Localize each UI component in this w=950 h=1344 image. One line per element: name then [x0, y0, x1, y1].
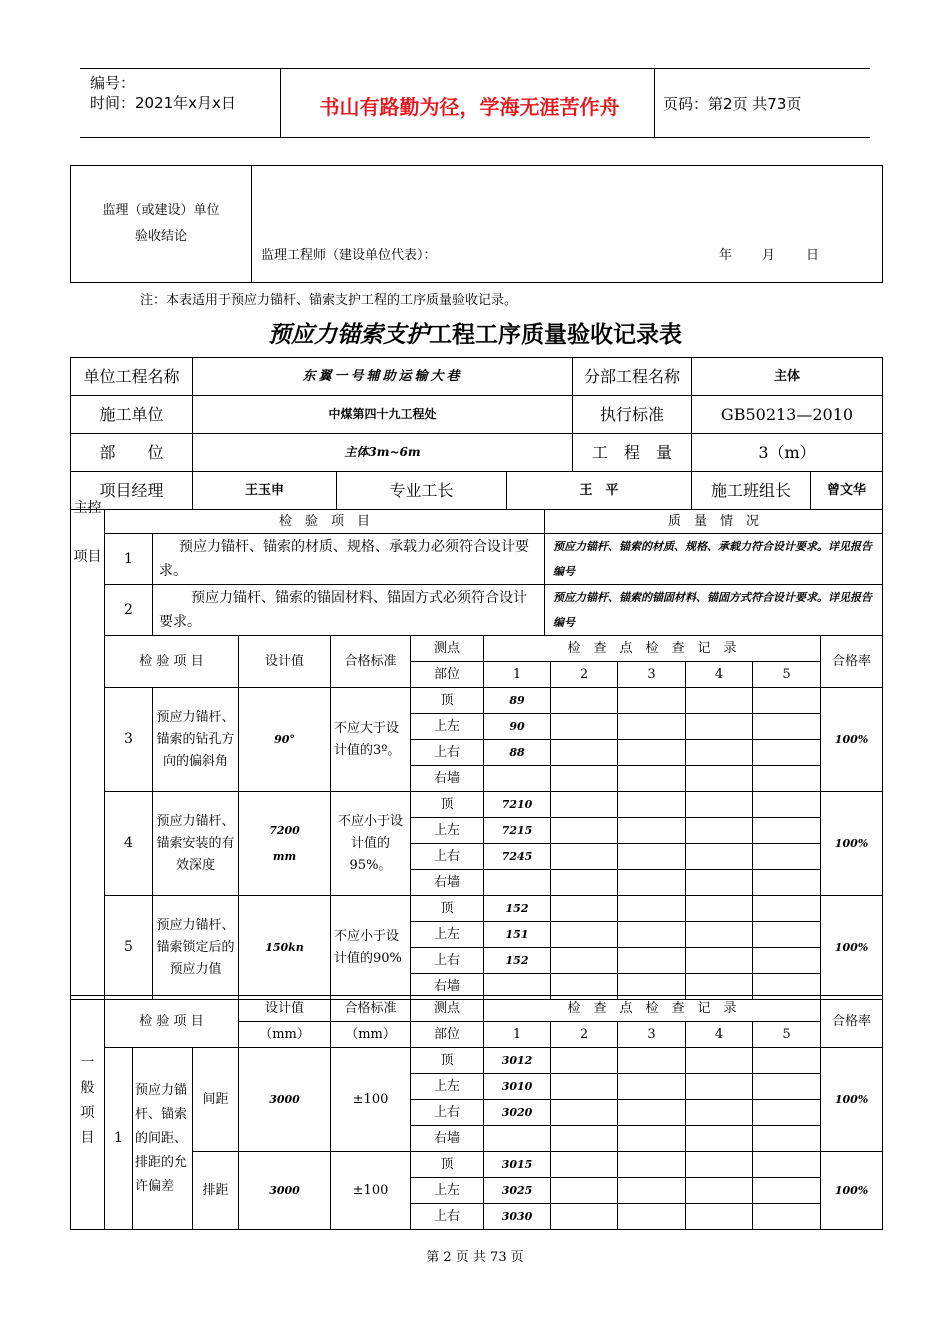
record-cell[interactable]	[618, 1204, 686, 1230]
record-col-header: 4	[686, 662, 753, 688]
supervision-conclusion[interactable]	[252, 166, 883, 283]
record-cell[interactable]	[753, 766, 821, 792]
record-cell[interactable]	[551, 714, 618, 740]
point-label: 右墙	[411, 870, 484, 896]
record-cell[interactable]	[551, 688, 618, 714]
quantity-value: 3（m）	[692, 434, 883, 472]
point-label: 上左	[411, 922, 484, 948]
point-label: 上右	[411, 948, 484, 974]
pass-rate-value: 100%	[821, 688, 883, 792]
record-value[interactable]	[484, 766, 551, 792]
pass-rate-value: 100%	[821, 896, 883, 1000]
unit-project-label: 单位工程名称	[71, 358, 193, 396]
record-cell[interactable]	[618, 1178, 686, 1204]
record-cell[interactable]	[753, 870, 821, 896]
point-header: 测点	[411, 636, 484, 662]
record-col-header: 1	[484, 662, 551, 688]
record-cell[interactable]	[753, 896, 821, 922]
team-leader-value: 曾文华	[811, 472, 883, 510]
quality-header: 质 量 情 况	[545, 510, 883, 534]
page-footer: 第 2 页 共 73 页	[426, 1250, 524, 1265]
item-text: 预应力锚杆、锚索的材质、规格、承载力必须符合设计要求。	[153, 534, 545, 585]
general-point-header: 测点	[411, 996, 484, 1022]
record-header: 检 查 点 检 查 记 录	[484, 636, 821, 662]
supervision-unit-label	[71, 166, 252, 283]
record-value[interactable]: 3010	[484, 1074, 551, 1100]
record-cell[interactable]	[618, 818, 686, 844]
record-cell[interactable]	[618, 740, 686, 766]
record-cell[interactable]	[686, 818, 753, 844]
point-label: 上左	[411, 818, 484, 844]
general-design-unit: （mm）	[239, 1022, 331, 1048]
record-cell[interactable]	[753, 948, 821, 974]
record-col-header: 1	[484, 1022, 551, 1048]
record-cell[interactable]	[753, 1100, 821, 1126]
point-label: 右墙	[411, 1126, 484, 1152]
point-label: 上右	[411, 844, 484, 870]
supervision-label-line: 验收结论	[134, 229, 187, 244]
record-cell[interactable]	[551, 1048, 618, 1074]
record-value[interactable]: 89	[484, 688, 551, 714]
manager-label: 项目经理	[71, 472, 193, 510]
general-sub-item: 排距	[193, 1152, 239, 1230]
record-col-header: 4	[686, 1022, 753, 1048]
general-point-header: 部位	[411, 1022, 484, 1048]
quantity-label: 工 程 量	[573, 434, 692, 472]
record-cell[interactable]	[618, 844, 686, 870]
record-cell[interactable]	[686, 922, 753, 948]
part-value: 主体3m~6m	[193, 434, 573, 472]
record-cell[interactable]	[753, 1048, 821, 1074]
item-text: 预应力锚杆、锚索安装的有效深度	[153, 792, 239, 896]
record-value[interactable]: 7210	[484, 792, 551, 818]
record-value[interactable]: 88	[484, 740, 551, 766]
point-label: 顶	[411, 1048, 484, 1074]
record-cell[interactable]	[686, 1204, 753, 1230]
design-value: 7200 mm	[239, 792, 331, 896]
record-col-header: 5	[753, 662, 821, 688]
general-design-value: 3000	[239, 1048, 331, 1152]
foreman-value: 王 平	[507, 472, 692, 510]
record-value[interactable]	[484, 1126, 551, 1152]
record-cell[interactable]	[551, 870, 618, 896]
record-cell[interactable]	[686, 1048, 753, 1074]
general-design-value: 3000	[239, 1152, 331, 1230]
record-cell[interactable]	[753, 1204, 821, 1230]
record-cell[interactable]	[551, 1178, 618, 1204]
sub-project-value: 主体	[692, 358, 883, 396]
supervision-label-line: 监理（或建设）单位	[102, 203, 220, 218]
record-cell[interactable]	[753, 740, 821, 766]
record-cell[interactable]	[551, 1100, 618, 1126]
item-no: 4	[105, 792, 153, 896]
record-cell[interactable]	[686, 714, 753, 740]
point-label: 右墙	[411, 766, 484, 792]
record-cell[interactable]	[618, 922, 686, 948]
record-cell[interactable]	[753, 1074, 821, 1100]
record-cell[interactable]	[753, 1178, 821, 1204]
pass-rate-header: 合格率	[821, 636, 883, 688]
record-value[interactable]: 90	[484, 714, 551, 740]
record-value[interactable]: 151	[484, 922, 551, 948]
point-label: 上右	[411, 1204, 484, 1230]
record-value[interactable]: 3030	[484, 1204, 551, 1230]
point-label: 右墙	[411, 974, 484, 1000]
general-check-item-header: 检 验 项 目	[105, 996, 239, 1048]
construction-unit-value: 中煤第四十九工程处	[193, 396, 573, 434]
record-cell[interactable]	[686, 1074, 753, 1100]
general-section-label-text: 一般项目	[80, 1054, 95, 1146]
record-cell[interactable]	[686, 1100, 753, 1126]
pass-rate-value: 100%	[821, 1152, 883, 1230]
record-cell[interactable]	[753, 922, 821, 948]
record-cell[interactable]	[618, 948, 686, 974]
record-cell[interactable]	[686, 1152, 753, 1178]
point-label: 上右	[411, 1100, 484, 1126]
point-header: 部位	[411, 662, 484, 688]
record-cell[interactable]	[551, 766, 618, 792]
record-cell[interactable]	[686, 766, 753, 792]
item-text: 预应力锚杆、锚索锁定后的预应力值	[153, 896, 239, 1000]
general-section-label	[71, 996, 105, 1230]
record-value[interactable]: 3020	[484, 1100, 551, 1126]
main-section-label	[71, 499, 105, 1000]
point-label: 上左	[411, 1074, 484, 1100]
motto: 书山有路勤为径，学海无涯苦作舟	[319, 95, 620, 119]
title-normal-part: 工程工序质量验收记录表	[429, 321, 682, 348]
record-cell[interactable]	[753, 1152, 821, 1178]
standard-label: 执行标准	[573, 396, 692, 434]
record-cell[interactable]	[686, 844, 753, 870]
record-cell[interactable]	[551, 1074, 618, 1100]
point-label: 上左	[411, 1178, 484, 1204]
record-cell[interactable]	[686, 948, 753, 974]
main-section-label-text: 主控项目	[73, 499, 102, 565]
record-col-header: 2	[551, 662, 618, 688]
record-cell[interactable]	[551, 948, 618, 974]
item-text: 预应力锚杆、锚索的钻孔方向的偏斜角	[153, 688, 239, 792]
time-label: 时间：2021年x月x日	[90, 94, 236, 112]
record-cell[interactable]	[686, 1126, 753, 1152]
engineer-label: 监理工程师（建设单位代表）：	[261, 248, 437, 263]
record-cell[interactable]	[551, 740, 618, 766]
point-label: 顶	[411, 896, 484, 922]
sub-project-label: 分部工程名称	[573, 358, 692, 396]
record-cell[interactable]	[686, 1178, 753, 1204]
record-cell[interactable]	[753, 818, 821, 844]
item-text: 预应力锚杆、锚索的锚固材料、锚固方式必须符合设计要求。	[153, 585, 545, 636]
page-title	[0, 316, 950, 349]
number-label: 编号：	[90, 74, 136, 92]
record-cell[interactable]	[686, 688, 753, 714]
standard-value: 不应小于设计值的95%。	[331, 792, 411, 896]
check-item-header: 检 验 项 目	[105, 510, 545, 534]
record-col-header: 3	[618, 1022, 686, 1048]
point-label: 顶	[411, 792, 484, 818]
record-cell[interactable]	[618, 714, 686, 740]
standard-value: 不应小于设计值的90%	[331, 896, 411, 1000]
record-cell[interactable]	[753, 688, 821, 714]
record-cell[interactable]	[551, 922, 618, 948]
general-standard-value: ±100	[331, 1048, 411, 1152]
year-label: 年	[719, 248, 733, 263]
record-cell[interactable]	[551, 1204, 618, 1230]
record-cell[interactable]	[753, 1126, 821, 1152]
record-cell[interactable]	[618, 1126, 686, 1152]
record-cell[interactable]	[551, 896, 618, 922]
point-label: 顶	[411, 1152, 484, 1178]
record-cell[interactable]	[618, 1048, 686, 1074]
design-value: 90°	[239, 688, 331, 792]
general-pass-rate-header: 合格率	[821, 996, 883, 1048]
pass-rate-value: 100%	[821, 792, 883, 896]
point-label: 顶	[411, 688, 484, 714]
standard-value: 不应大于设计值的3º。	[331, 688, 411, 792]
record-cell[interactable]	[618, 1074, 686, 1100]
general-design-header: 设计值	[239, 996, 331, 1022]
header-divider	[654, 69, 655, 137]
general-item-text: 预应力锚杆、锚索的间距、排距的允许偏差	[133, 1048, 193, 1230]
record-cell[interactable]	[551, 1126, 618, 1152]
record-cell[interactable]	[686, 896, 753, 922]
record-value[interactable]: 152	[484, 896, 551, 922]
record-cell[interactable]	[753, 714, 821, 740]
manager-value: 王玉申	[193, 472, 337, 510]
general-record-header: 检 查 点 检 查 记 录	[484, 996, 821, 1022]
item-no: 2	[105, 585, 153, 636]
design-value-header: 设计值	[239, 636, 331, 688]
foreman-label: 专业工长	[337, 472, 507, 510]
info-table	[70, 357, 883, 510]
general-items-table	[70, 995, 883, 1230]
record-cell[interactable]	[551, 818, 618, 844]
record-cell[interactable]	[618, 1100, 686, 1126]
record-col-header: 2	[551, 1022, 618, 1048]
record-cell[interactable]	[686, 740, 753, 766]
record-col-header: 5	[753, 1022, 821, 1048]
quality-text: 预应力锚杆、锚索的材质、规格、承载力符合设计要求。详见报告编号	[545, 534, 883, 585]
record-value[interactable]: 152	[484, 948, 551, 974]
item-no: 3	[105, 688, 153, 792]
standard-header: 合格标准	[331, 636, 411, 688]
record-cell[interactable]	[618, 1152, 686, 1178]
general-standard-header: 合格标准	[331, 996, 411, 1022]
record-value[interactable]: 7215	[484, 818, 551, 844]
standard-value: GB50213—2010	[692, 396, 883, 434]
supervision-table	[70, 165, 883, 283]
item-no: 1	[105, 534, 153, 585]
record-cell[interactable]	[686, 792, 753, 818]
record-value[interactable]: 7245	[484, 844, 551, 870]
part-label: 部 位	[71, 434, 193, 472]
record-cell[interactable]	[753, 844, 821, 870]
record-cell[interactable]	[618, 896, 686, 922]
record-cell[interactable]	[551, 792, 618, 818]
record-cell[interactable]	[618, 792, 686, 818]
record-col-header: 3	[618, 662, 686, 688]
month-label: 月	[762, 248, 776, 263]
general-sub-item: 间距	[193, 1048, 239, 1152]
record-cell[interactable]	[551, 844, 618, 870]
record-value[interactable]: 3025	[484, 1178, 551, 1204]
day-label: 日	[806, 248, 820, 263]
record-value[interactable]: 3015	[484, 1152, 551, 1178]
record-cell[interactable]	[618, 766, 686, 792]
quality-text: 预应力锚杆、锚索的锚固材料、锚固方式符合设计要求。详见报告编号	[545, 585, 883, 636]
general-standard-value: ±100	[331, 1152, 411, 1230]
title-italic-part: 预应力锚索支护	[268, 321, 429, 348]
record-cell[interactable]	[551, 1152, 618, 1178]
header-meta	[90, 73, 236, 113]
page-info: 页码：第2页 共73页	[663, 95, 802, 113]
main-items-table	[70, 509, 883, 636]
team-leader-label: 施工班组长	[692, 472, 811, 510]
general-item-no: 1	[105, 1048, 133, 1230]
record-cell[interactable]	[618, 688, 686, 714]
page-header	[80, 68, 870, 138]
point-label: 上右	[411, 740, 484, 766]
header-divider	[280, 69, 281, 137]
item-no: 5	[105, 896, 153, 1000]
general-standard-unit: （mm）	[331, 1022, 411, 1048]
record-cell[interactable]	[686, 870, 753, 896]
measure-check-item-header: 检 验 项 目	[105, 636, 239, 688]
record-cell[interactable]	[618, 870, 686, 896]
construction-unit-label: 施工单位	[71, 396, 193, 434]
record-value[interactable]: 3012	[484, 1048, 551, 1074]
unit-project-value: 东翼一号辅助运输大巷	[193, 358, 573, 396]
pass-rate-value: 100%	[821, 1048, 883, 1152]
table-note: 注：本表适用于预应力锚杆、锚索支护工程的工序质量验收记录。	[140, 293, 518, 308]
point-label: 上左	[411, 714, 484, 740]
record-cell[interactable]	[753, 792, 821, 818]
record-value[interactable]	[484, 870, 551, 896]
design-value: 150kn	[239, 896, 331, 1000]
